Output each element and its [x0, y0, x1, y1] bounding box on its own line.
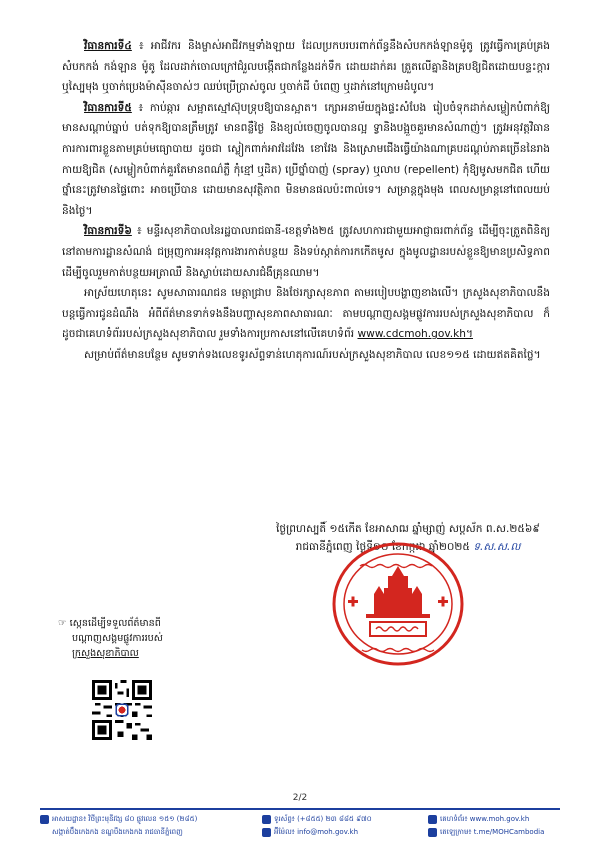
footer-online: [428, 813, 544, 839]
qr-code-icon[interactable]: [92, 680, 152, 740]
measure-6-heading: វិធានការទី៦: [84, 225, 132, 238]
measure-6: [62, 221, 550, 283]
pointing-hand-icon: ☞: [58, 618, 67, 629]
social-media-info: [58, 616, 208, 661]
closing-paragraph: [62, 283, 550, 345]
footer-contact: [262, 813, 372, 839]
info-line-3: ក្រសួងសុខាភិបាល: [72, 648, 139, 659]
page-number: 2/2: [292, 793, 308, 803]
phone-icon: [262, 815, 271, 824]
footer: [40, 813, 560, 843]
telegram-icon: [428, 828, 437, 837]
measure-4-text: ៖ អាជីវករ និងម្ចាស់អាជីវកម្មទាំងឡាយ ដែលប្រកបរបរពាក់ព័ន្ធនឹងសំបកកង់ឡានម៉ូតូ ត្រូវធ្វើការគ្រប់គ្រងសំបកកង់ កង់ឡាន ម៉ូតូ ដែលដាក់ចោលក្រៅជំរួលបង្កើតជាកន្លែងដក់ទឹក ដោយដាក់គរ ត្រួតលើគ្នានិងគ្របឱ្យជិតដោយបន្ទះក្តារ ឬស្បៃមុង ឬចាក់ប្រេងម៉ាស៊ីនចាស់ៗ ឈប់ប្រើប្រាស់ចូល ឬចាក់ដី បំពេញ ឬដាក់នៅក្រោមដំបូល។: [62, 40, 551, 94]
body-text: [62, 36, 550, 366]
footer-email[interactable]: អ៊ីម៉ែល៖ info@moh.gov.kh: [274, 828, 359, 836]
footer-address-1-text: អាសយដ្ឋាន៖ វិថីព្រះមុនីវង្ស ៨០ ផ្លូវលេខ ១៥១ (២៨៥): [52, 815, 198, 823]
footer-phone: ទូរស័ព្ទ៖ (+៨៥៥) ២៣ ៨៨៥ ៩៧០: [274, 815, 372, 823]
footer-email-line[interactable]: [262, 826, 372, 839]
email-icon: [262, 828, 271, 837]
footer-phone-line: [262, 813, 372, 826]
measure-5: [62, 98, 550, 222]
measure-6-text: ៖ មន្ទីរសុខាភិបាលនៃរដ្ឋបាលរាជធានី-ខេត្តទាំង២៥ ត្រូវសហការជាមួយអាជ្ញាធរពាក់ព័ន្ធ ដើម្បីចុះត្រួតពិនិត្យនៅតាមការដ្ឋានសំណង់ ជម្រុញការអនុវត្តការងារកាត់បន្ថយ និងទប់ស្កាត់ការកកើតមូស ក្នុងមូលដ្ឋានរបស់ខ្លួនឱ្យមានប្រសិទ្ធភាព ដើម្បីចូលរួមកាត់បន្ថយអត្រាឈឺ និងស្លាប់ដោយសារជំងឺគ្រុនឈាម។: [62, 225, 550, 279]
info-line-1: [58, 616, 208, 631]
measure-4-heading: វិធានការទី៤: [84, 40, 132, 52]
measure-5-text: ៖ កាប់ឆ្ការ សម្អាតស្មៅស៊ុបទ្រុបឱ្យបានស្អាត។ ក្សោអនាម័យក្នុងផ្ទះសំបែង រៀបចំទុកដាក់សម្លៀកបំពាក់ឱ្យមានសណ្ដាប់ធ្នាប់ បត់ទុកឱ្យបានត្រឹមត្រូវ មានពន្លឺថ្ងៃ និងខ្យល់ចេញចូលបានល្អ ទ្វានិងបង្អួចគួរមានសំណាញ់។ ត្រូវអនុវត្តវិធានការការពារខ្លួនតាមគ្រប់មធ្យោបាយ ដូចជា ស្លៀកពាក់អាវដៃវែង ខោវែង និងស្រោមជើងធ្វើយ៉ាងណាគ្របដណ្ដប់ភាគច្រើននៃរាងកាយឱ្យជិត (សម្លៀកបំពាក់គួរតែមានពណ៌ភ្លឺ កុំខ្មៅ ឬដិត) ប្រើថ្នាំបាញ់ (spray) ឬលាប (repellent) កុំឱ្យមូសមកជិត ហើយថ្នាំនេះត្រូវមានផ្ទៃពោះ អាចប្រើបាន ដោយមានសុវត្ថិភាព មិនមានផលប៉ះពាល់ទេ។ សម្រាន្តក្នុងមុង ពេលសម្រាន្តនៅពេលយប់ និងថ្ងៃ។: [62, 101, 551, 217]
location-icon: [40, 815, 49, 824]
closing-text: អាស្រ័យហេតុនេះ សូមសាធារណជន មេត្តាជ្រាប និងថែរក្សាសុខភាព តាមរបៀបបង្ហាញខាងលើ។ ក្រសួងសុខាភិបាលនឹងបន្តធ្វើការជូនដំណឹង អំពីព័ត៌មានទាក់ទងនឹងបញ្ហាសុខភាពសាធារណៈ តាមបណ្ដាញសង្គមផ្លូវការរបស់ក្រសួងសុខាភិបាល ក៏ដូចជាគេហទំព័ររបស់ក្រសួងសុខាភិបាល រួមទាំងការប្រកាសនៅលើគេហទំព័រ: [62, 287, 550, 341]
globe-icon: [428, 815, 437, 824]
website-link[interactable]: www.cdcmoh.gov.kh។: [357, 328, 473, 341]
footer-address-line-1: [40, 813, 197, 826]
date-solar: រាជធានីភ្នំពេញ ថ្ងៃទី១០ ខែកក្កដា ឆ្នាំ២០២៥: [295, 541, 470, 553]
ministry-seal-icon: [330, 540, 466, 668]
date-lunar: ថ្ងៃព្រហស្បតិ៍ ១៥កើត ខែអាសាឍ ឆ្នាំម្សាញ់ សប្តស័ក ព.ស.២៥៦៩: [276, 523, 540, 535]
info-text-1: ស្កេនដើម្បីទទួលព័ត៌មានពី: [69, 618, 161, 629]
footer-address-line-2: សង្កាត់ប៊ឹងកេងកង ខណ្ឌបឹងកេងកង រាជធានីភ្នំពេញ: [52, 828, 183, 836]
footer-website-line[interactable]: [428, 813, 544, 826]
info-line-2: បណ្តាញសង្គមផ្លូវការរបស់: [72, 633, 163, 644]
hotline-paragraph: សម្រាប់ព័ត៌មានបន្ថែម សូមទាក់ទងលេខទូរស័ព្ទទាន់ហេតុការណ៍របស់ក្រសួងសុខាភិបាល លេខ១១៥ ដោយឥតគិតថ្លៃ។: [84, 348, 541, 361]
footer-divider: [40, 808, 560, 810]
footer-address: [40, 813, 197, 839]
footer-website[interactable]: គេហទំព័រ៖ www.moh.gov.kh: [440, 815, 530, 823]
footer-telegram-line[interactable]: [428, 826, 544, 839]
measure-4: [62, 36, 550, 98]
footer-telegram[interactable]: តេឡេក្រាម៖ t.me/MOHCambodia: [440, 828, 545, 836]
handwritten-initials: ទ.ស.ស.ល: [473, 541, 521, 553]
measure-5-heading: វិធានការទី៥: [84, 101, 132, 114]
